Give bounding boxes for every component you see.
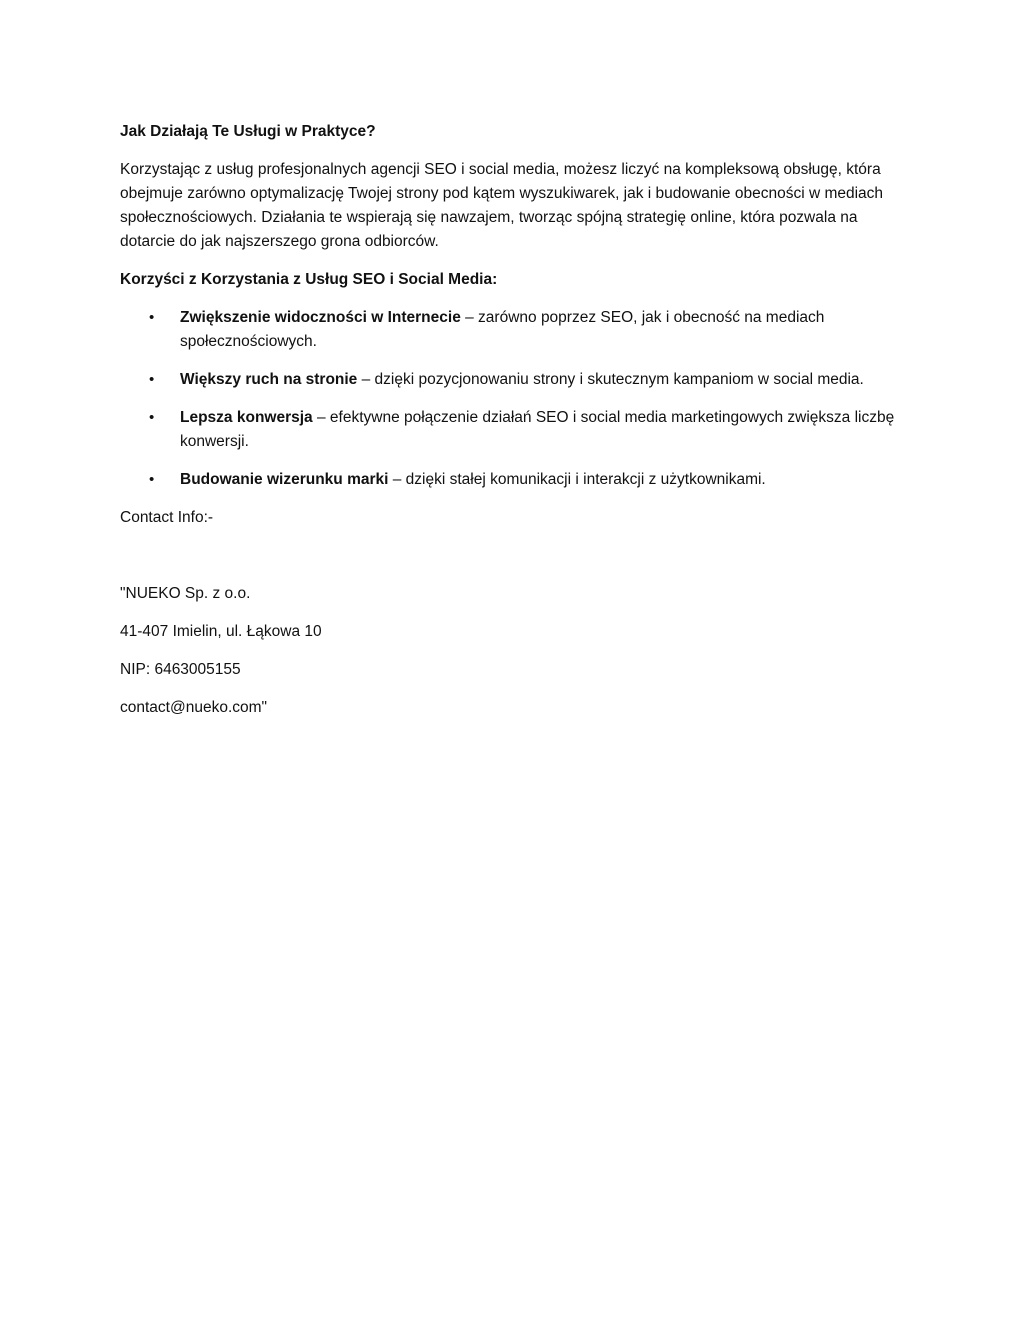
blank-line [120, 544, 900, 582]
benefit-item [120, 468, 900, 492]
benefit-item [120, 306, 900, 354]
contact-info-label: Contact Info:- [120, 509, 214, 526]
contact-nip: NIP: 6463005155 [120, 661, 241, 678]
benefit-text: – dzięki pozycjonowaniu strony i skutecznym kampaniom w social media. [357, 371, 864, 388]
benefit-title: Budowanie wizerunku marki [180, 471, 389, 488]
section-heading-benefits: Korzyści z Korzystania z Usług SEO i Social Media: [120, 271, 498, 288]
benefit-title: Większy ruch na stronie [180, 371, 358, 388]
bullet-icon: • [149, 371, 155, 388]
bullet-icon: • [149, 309, 155, 326]
contact-address: 41-407 Imielin, ul. Łąkowa 10 [120, 623, 322, 640]
contact-email: contact@nueko.com" [120, 699, 268, 716]
intro-paragraph: Korzystając z usług profesjonalnych agencji SEO i social media, możesz liczyć na kompleksową obsługę, która obejmuje zarówno optymalizację Twojej strony pod kątem wyszukiwarek, jak i budowanie obecności w mediach społecznościowych. Działania te wspierają się nawzajem, tworząc spójną strategię online, która pozwala na dotarcie do jak najszerszego grona odbiorców. [120, 161, 884, 250]
bullet-icon: • [149, 409, 155, 426]
benefit-text: – dzięki stałej komunikacji i interakcji z użytkownikami. [388, 471, 766, 488]
benefit-item [120, 368, 900, 392]
benefit-title: Lepsza konwersja [180, 409, 313, 426]
benefit-item [120, 406, 900, 454]
document-page [120, 120, 900, 734]
benefits-list [120, 306, 900, 492]
benefit-text: – efektywne połączenie działań SEO i social media marketingowych zwiększa liczbę konwersji. [180, 409, 895, 450]
contact-company-name: "NUEKO Sp. z o.o. [120, 585, 251, 602]
bullet-icon: • [149, 471, 155, 488]
benefit-title: Zwiększenie widoczności w Internecie [180, 309, 461, 326]
section-heading-how-it-works: Jak Działają Te Usługi w Praktyce? [120, 123, 376, 140]
benefit-text: – zarówno poprzez SEO, jak i obecność na mediach społecznościowych. [180, 309, 825, 350]
